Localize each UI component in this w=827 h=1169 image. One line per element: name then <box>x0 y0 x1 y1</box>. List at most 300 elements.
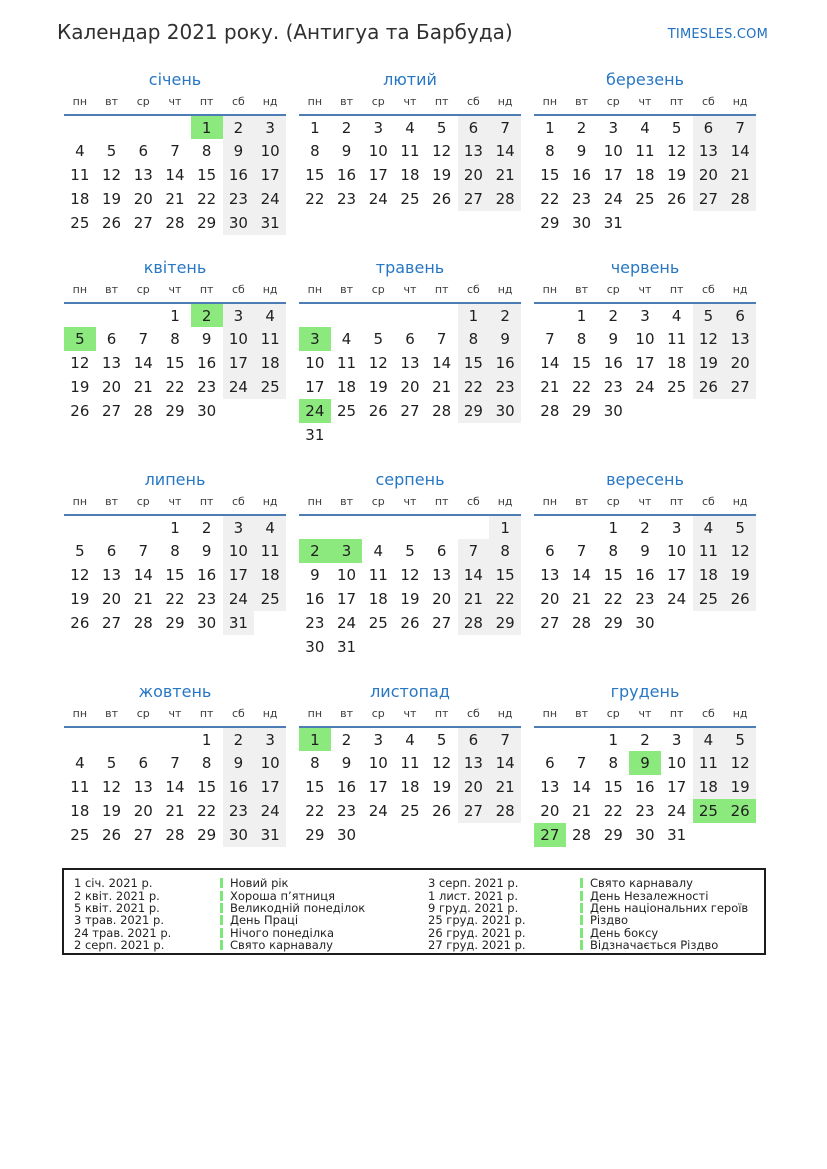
weekday-header: пн <box>307 707 323 720</box>
holiday-marker-icon <box>220 878 223 888</box>
day-cell: 7 <box>489 115 521 139</box>
month-block <box>299 258 534 447</box>
day-cell: 6 <box>138 142 149 160</box>
day-cell: 12 <box>667 142 687 160</box>
day-cell: 16 <box>635 566 655 584</box>
month-block <box>64 258 299 447</box>
day-cell: 17 <box>337 590 357 608</box>
day-cell: 26 <box>368 402 388 420</box>
day-cell: 11 <box>693 539 725 563</box>
day-cell: 9 <box>201 542 212 560</box>
day-cell: 26 <box>102 826 122 844</box>
day-cell: 28 <box>572 826 592 844</box>
day-cell: 14 <box>572 778 592 796</box>
day-cell: 12 <box>693 327 725 351</box>
holiday-marker-icon <box>580 915 583 925</box>
weekday-header: чт <box>403 495 417 508</box>
day-cell: 17 <box>368 778 388 796</box>
day-cell: 19 <box>432 166 452 184</box>
day-cell: 18 <box>693 775 725 799</box>
empty-cell <box>127 515 159 539</box>
day-cell: 22 <box>540 190 560 208</box>
day-cell: 2 <box>608 306 619 325</box>
day-cell: 3 <box>223 515 255 539</box>
empty-cell <box>458 515 490 539</box>
day-cell: 10 <box>305 354 325 372</box>
day-cell: 15 <box>603 778 623 796</box>
weekday-header: нд <box>262 707 278 720</box>
day-cell: 27 <box>133 826 153 844</box>
day-cell: 8 <box>201 754 212 772</box>
day-cell: 29 <box>197 826 217 844</box>
weekday-header: нд <box>262 495 278 508</box>
day-cell: 23 <box>635 590 655 608</box>
day-cell: 21 <box>572 802 592 820</box>
weekday-header: пт <box>434 495 449 508</box>
weekday-header: вт <box>340 95 353 108</box>
empty-cell <box>394 303 426 327</box>
day-cell: 12 <box>368 354 388 372</box>
weekday-header: пт <box>199 495 214 508</box>
day-cell: 2 <box>341 118 352 137</box>
day-cell: 2 <box>489 303 521 327</box>
day-cell: 21 <box>540 378 560 396</box>
month-title: жовтень <box>138 682 212 701</box>
empty-cell <box>394 635 426 659</box>
month-block <box>64 682 299 847</box>
weekday-header: сб <box>231 283 245 296</box>
day-cell: 12 <box>400 566 420 584</box>
day-cell: 22 <box>489 587 521 611</box>
day-cell: 27 <box>133 214 153 232</box>
empty-cell <box>64 303 96 327</box>
day-cell: 15 <box>603 566 623 584</box>
day-cell: 10 <box>603 142 623 160</box>
weekday-header: чт <box>638 283 652 296</box>
weekday-header: нд <box>497 707 513 720</box>
weekday-header: пн <box>542 283 558 296</box>
calendar-table <box>534 707 756 847</box>
day-cell: 5 <box>106 142 117 160</box>
day-cell: 7 <box>489 727 521 751</box>
legend-date: 3 серп. 2021 р. <box>428 876 519 891</box>
day-cell: 13 <box>458 139 490 163</box>
empty-cell <box>96 727 128 751</box>
weekday-header: пн <box>72 95 88 108</box>
day-cell: 25 <box>693 799 725 823</box>
day-cell: 16 <box>572 166 592 184</box>
day-cell: 7 <box>138 542 149 560</box>
day-cell: 29 <box>165 614 185 632</box>
empty-cell <box>159 727 191 751</box>
holiday-marker-icon <box>580 928 583 938</box>
month-block <box>534 682 769 847</box>
day-cell: 25 <box>693 587 725 611</box>
day-cell: 12 <box>724 751 756 775</box>
day-cell: 8 <box>201 142 212 160</box>
month-title: грудень <box>610 682 680 701</box>
weekday-header: нд <box>497 95 513 108</box>
day-cell: 12 <box>102 778 122 796</box>
day-cell: 27 <box>693 187 725 211</box>
day-cell: 5 <box>436 730 447 749</box>
day-cell: 27 <box>540 614 560 632</box>
day-cell: 30 <box>223 823 255 847</box>
month-title: січень <box>148 70 202 89</box>
calendar-table <box>299 283 521 447</box>
legend-date: 24 трав. 2021 р. <box>74 925 172 940</box>
day-cell: 11 <box>368 566 388 584</box>
legend-date: 27 груд. 2021 р. <box>428 938 526 953</box>
day-cell: 15 <box>572 354 592 372</box>
weekday-header: вт <box>105 707 118 720</box>
day-cell: 28 <box>458 611 490 635</box>
holiday-marker-icon <box>220 891 223 901</box>
holiday-marker-icon <box>580 878 583 888</box>
weekday-header: нд <box>497 495 513 508</box>
day-cell: 17 <box>667 778 687 796</box>
day-cell: 29 <box>603 826 623 844</box>
weekday-header: чт <box>168 95 182 108</box>
empty-cell <box>458 423 490 447</box>
day-cell: 16 <box>603 354 623 372</box>
day-cell: 14 <box>489 139 521 163</box>
month-block <box>534 470 769 659</box>
empty-cell <box>724 211 756 235</box>
day-cell: 13 <box>102 354 122 372</box>
day-cell: 4 <box>671 306 682 325</box>
day-cell: 2 <box>640 518 650 537</box>
day-cell: 21 <box>458 587 490 611</box>
empty-cell <box>96 303 128 327</box>
day-cell: 3 <box>254 727 286 751</box>
day-cell: 27 <box>102 402 122 420</box>
day-cell: 19 <box>400 590 420 608</box>
day-cell: 11 <box>667 330 687 348</box>
weekday-header: ср <box>606 707 620 720</box>
day-cell: 30 <box>635 826 655 844</box>
day-cell: 9 <box>341 142 352 160</box>
empty-cell <box>64 115 96 139</box>
day-cell: 10 <box>254 139 286 163</box>
day-cell: 10 <box>223 539 255 563</box>
day-cell: 21 <box>489 775 521 799</box>
day-cell: 23 <box>305 614 325 632</box>
day-cell: 13 <box>432 566 452 584</box>
day-cell: 17 <box>223 351 255 375</box>
empty-cell <box>566 727 598 751</box>
empty-cell <box>362 515 394 539</box>
day-cell: 28 <box>489 799 521 823</box>
day-cell: 15 <box>197 778 217 796</box>
day-cell: 20 <box>102 590 122 608</box>
day-cell: 9 <box>201 330 212 348</box>
day-cell: 3 <box>299 327 331 351</box>
month-block <box>299 470 534 659</box>
day-cell: 13 <box>133 778 153 796</box>
legend-holiday-name: Свято карнавалу <box>590 876 693 891</box>
day-cell: 19 <box>70 590 90 608</box>
empty-cell <box>426 823 458 847</box>
day-cell: 19 <box>102 190 122 208</box>
day-cell: 25 <box>254 375 286 399</box>
empty-cell <box>394 515 426 539</box>
empty-cell <box>362 423 394 447</box>
empty-cell <box>254 611 286 635</box>
weekday-header: пн <box>542 707 558 720</box>
day-cell: 4 <box>693 727 725 751</box>
day-cell: 20 <box>540 590 560 608</box>
day-cell: 3 <box>223 303 255 327</box>
day-cell: 15 <box>305 166 325 184</box>
day-cell: 8 <box>608 542 619 560</box>
day-cell: 5 <box>724 727 756 751</box>
day-cell: 30 <box>337 826 357 844</box>
day-cell: 17 <box>603 166 623 184</box>
empty-cell <box>661 611 693 635</box>
calendar-table <box>534 495 756 635</box>
day-cell: 9 <box>489 327 521 351</box>
day-cell: 14 <box>540 354 560 372</box>
day-cell: 8 <box>545 142 555 160</box>
weekday-header: чт <box>403 707 417 720</box>
day-cell: 6 <box>138 754 149 772</box>
weekday-header: пт <box>669 95 684 108</box>
day-cell: 1 <box>489 515 521 539</box>
weekday-header: вт <box>340 707 353 720</box>
month-title: вересень <box>606 470 684 489</box>
day-cell: 5 <box>64 327 96 351</box>
empty-cell <box>64 727 96 751</box>
day-cell: 25 <box>635 190 655 208</box>
site-link[interactable]: TIMESLES.COM <box>667 27 768 42</box>
month-block <box>534 70 769 235</box>
day-cell: 28 <box>133 614 153 632</box>
legend-date: 1 лист. 2021 р. <box>428 888 519 903</box>
day-cell: 27 <box>534 823 566 847</box>
day-cell: 10 <box>667 754 687 772</box>
weekday-header: чт <box>403 283 417 296</box>
weekday-header: пн <box>307 283 323 296</box>
weekday-header: сб <box>701 495 715 508</box>
weekday-header: чт <box>638 95 652 108</box>
weekday-header: ср <box>606 495 620 508</box>
month-block <box>534 258 769 447</box>
day-cell: 4 <box>254 515 286 539</box>
holiday-marker-icon <box>220 903 223 913</box>
month-title: лютий <box>383 70 437 89</box>
holiday-marker-icon <box>580 891 583 901</box>
weekday-header: чт <box>638 495 652 508</box>
day-cell: 18 <box>368 590 388 608</box>
months-grid <box>64 70 769 847</box>
month-title: березень <box>606 70 684 89</box>
day-cell: 18 <box>70 190 90 208</box>
legend-holiday <box>580 938 756 952</box>
day-cell: 3 <box>373 730 384 749</box>
day-cell: 19 <box>724 775 756 799</box>
day-cell: 1 <box>170 518 180 537</box>
day-cell: 11 <box>337 354 357 372</box>
empty-cell <box>223 399 255 423</box>
day-cell: 30 <box>572 214 592 232</box>
weekday-header: нд <box>262 95 278 108</box>
day-cell: 11 <box>70 778 90 796</box>
day-cell: 4 <box>254 303 286 327</box>
day-cell: 2 <box>341 730 352 749</box>
empty-cell <box>362 635 394 659</box>
day-cell: 7 <box>576 754 587 772</box>
day-cell: 21 <box>133 590 153 608</box>
day-cell: 3 <box>608 118 619 137</box>
month-title: листопад <box>370 682 450 701</box>
weekday-header: чт <box>638 707 652 720</box>
page-title: Календар 2021 року. (Антигуа та Барбуда) <box>57 20 513 44</box>
weekday-header: вт <box>105 495 118 508</box>
weekday-header: вт <box>575 707 588 720</box>
day-cell: 29 <box>305 826 325 844</box>
day-cell: 7 <box>436 330 447 348</box>
day-cell: 29 <box>458 399 490 423</box>
day-cell: 16 <box>635 778 655 796</box>
day-cell: 5 <box>436 118 447 137</box>
day-cell: 6 <box>545 754 555 772</box>
day-cell: 6 <box>724 303 756 327</box>
day-cell: 8 <box>310 754 320 772</box>
empty-cell <box>362 303 394 327</box>
day-cell: 21 <box>724 163 756 187</box>
weekday-header: вт <box>105 283 118 296</box>
weekday-header: пн <box>542 495 558 508</box>
calendar-table <box>534 283 756 423</box>
day-cell: 15 <box>165 354 185 372</box>
day-cell: 30 <box>635 614 655 632</box>
day-cell: 13 <box>133 166 153 184</box>
day-cell: 6 <box>436 542 447 560</box>
day-cell: 9 <box>629 751 661 775</box>
calendar-table <box>64 95 286 235</box>
day-cell: 8 <box>608 754 619 772</box>
empty-cell <box>331 423 363 447</box>
day-cell: 20 <box>540 802 560 820</box>
day-cell: 25 <box>400 802 420 820</box>
weekday-header: вт <box>105 95 118 108</box>
weekday-header: нд <box>732 283 748 296</box>
day-cell: 26 <box>102 214 122 232</box>
weekday-header: нд <box>732 707 748 720</box>
day-cell: 23 <box>337 802 357 820</box>
month-title: квітень <box>143 258 207 277</box>
empty-cell <box>299 515 331 539</box>
day-cell: 5 <box>693 303 725 327</box>
day-cell: 25 <box>337 402 357 420</box>
day-cell: 1 <box>170 306 180 325</box>
day-cell: 21 <box>165 190 185 208</box>
day-cell: 14 <box>133 354 153 372</box>
day-cell: 13 <box>400 354 420 372</box>
weekday-header: нд <box>497 283 513 296</box>
day-cell: 11 <box>400 754 420 772</box>
day-cell: 17 <box>254 775 286 799</box>
weekday-header: сб <box>231 495 245 508</box>
day-cell: 9 <box>640 542 650 560</box>
day-cell: 17 <box>368 166 388 184</box>
day-cell: 30 <box>197 402 217 420</box>
day-cell: 4 <box>693 515 725 539</box>
day-cell: 14 <box>572 566 592 584</box>
legend-holiday-name: День Незалежності <box>590 888 709 903</box>
weekday-header: вт <box>340 283 353 296</box>
day-cell: 30 <box>305 638 325 656</box>
day-cell: 20 <box>400 378 420 396</box>
day-cell: 5 <box>405 542 415 560</box>
day-cell: 16 <box>197 354 217 372</box>
day-cell: 2 <box>201 518 212 537</box>
legend-date: 2 серп. 2021 р. <box>74 938 165 953</box>
empty-cell <box>299 303 331 327</box>
calendar-table <box>64 283 286 423</box>
day-cell: 22 <box>165 378 185 396</box>
day-cell: 10 <box>337 566 357 584</box>
day-cell: 29 <box>540 214 560 232</box>
day-cell: 23 <box>223 187 255 211</box>
weekday-header: сб <box>466 283 480 296</box>
legend-holiday-name: День Праці <box>230 913 299 928</box>
day-cell: 3 <box>373 118 384 137</box>
day-cell: 25 <box>667 378 687 396</box>
weekday-header: нд <box>732 495 748 508</box>
day-cell: 21 <box>165 802 185 820</box>
weekday-header: вт <box>575 495 588 508</box>
legend-holiday-name: Відзначається Різдво <box>590 938 719 953</box>
day-cell: 15 <box>305 778 325 796</box>
day-cell: 3 <box>331 539 363 563</box>
empty-cell <box>693 823 725 847</box>
legend-holiday-name: Новий рік <box>230 876 289 891</box>
day-cell: 22 <box>197 802 217 820</box>
day-cell: 26 <box>693 375 725 399</box>
day-cell: 17 <box>305 378 325 396</box>
day-cell: 5 <box>671 118 682 137</box>
day-cell: 8 <box>576 330 587 348</box>
month-title: травень <box>375 258 445 277</box>
day-cell: 4 <box>640 118 650 137</box>
empty-cell <box>534 515 566 539</box>
day-cell: 24 <box>667 802 687 820</box>
empty-cell <box>489 635 521 659</box>
empty-cell <box>426 423 458 447</box>
day-cell: 18 <box>254 351 286 375</box>
month-title: серпень <box>375 470 445 489</box>
day-cell: 18 <box>254 563 286 587</box>
day-cell: 2 <box>576 118 587 137</box>
day-cell: 5 <box>373 330 384 348</box>
day-cell: 12 <box>102 166 122 184</box>
empty-cell <box>394 823 426 847</box>
empty-cell <box>534 303 566 327</box>
day-cell: 27 <box>458 799 490 823</box>
weekday-header: нд <box>262 283 278 296</box>
day-cell: 26 <box>432 802 452 820</box>
day-cell: 27 <box>724 375 756 399</box>
day-cell: 1 <box>576 306 587 325</box>
day-cell: 2 <box>640 730 650 749</box>
day-cell: 4 <box>341 330 352 348</box>
weekday-header: пт <box>199 95 214 108</box>
weekday-header: пт <box>669 495 684 508</box>
day-cell: 21 <box>133 378 153 396</box>
day-cell: 16 <box>197 566 217 584</box>
